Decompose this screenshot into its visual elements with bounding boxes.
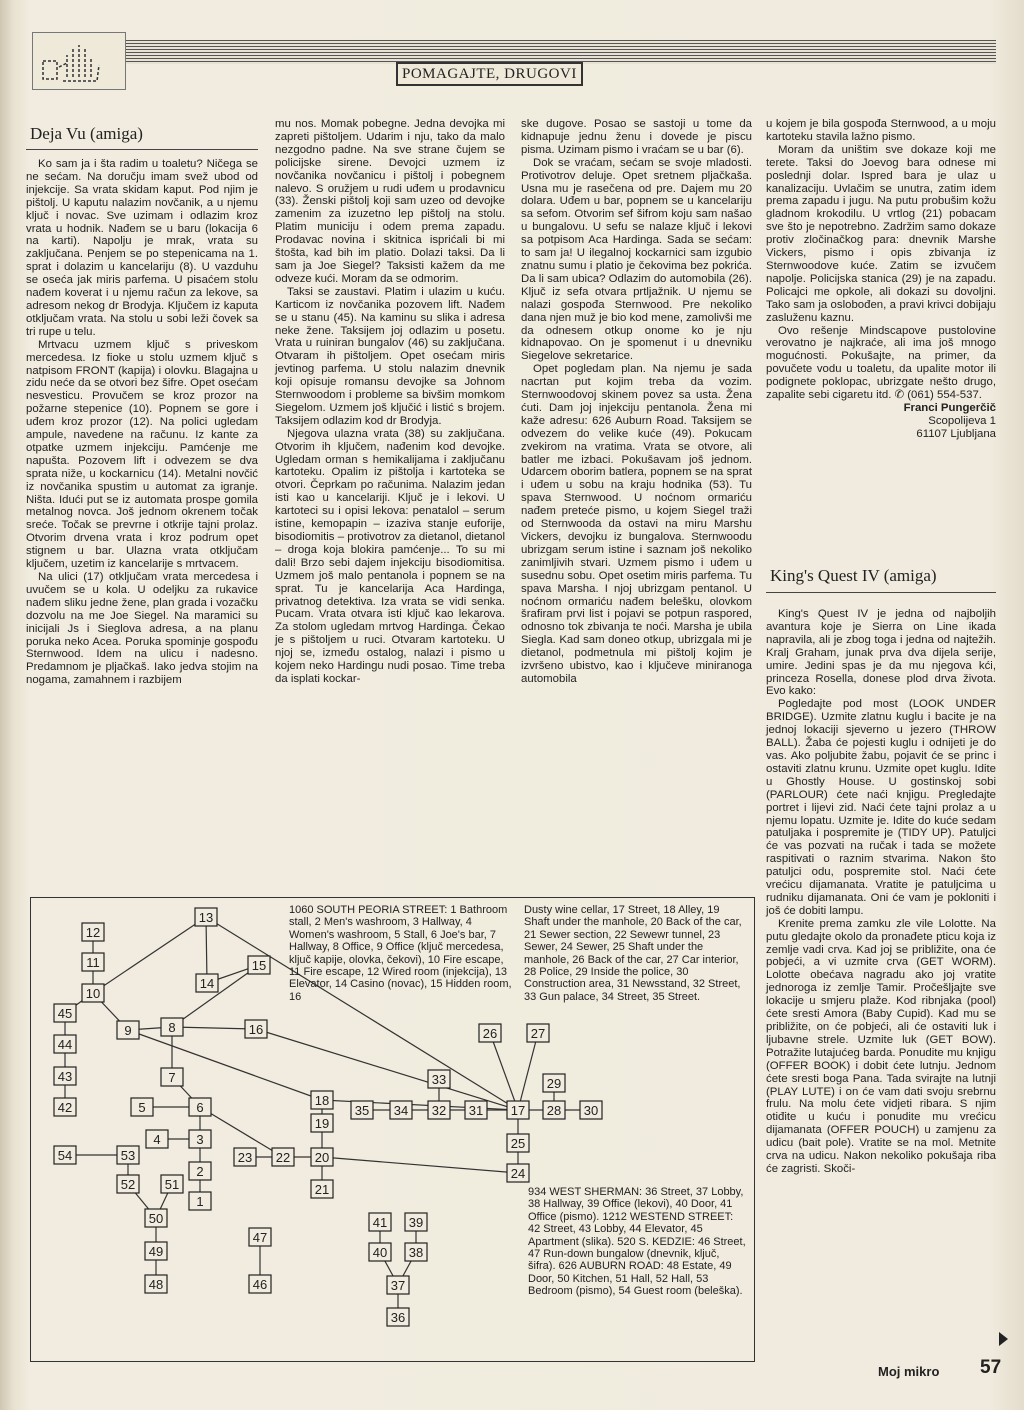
map-node-label: 49 bbox=[148, 1244, 164, 1259]
map-node-label: 19 bbox=[314, 1116, 330, 1131]
map-node-5 bbox=[131, 1098, 153, 1116]
map-node-17 bbox=[507, 1101, 529, 1119]
map-node-label: 5 bbox=[138, 1100, 146, 1115]
map-node-11 bbox=[82, 953, 104, 971]
map-node-21 bbox=[311, 1180, 333, 1198]
map-node-label: 8 bbox=[168, 1020, 176, 1035]
map-connection bbox=[206, 917, 207, 983]
map-connection bbox=[490, 1033, 518, 1110]
map-node-label: 20 bbox=[314, 1150, 330, 1165]
map-connection bbox=[322, 1157, 518, 1173]
map-node-37 bbox=[387, 1276, 409, 1294]
map-node-41 bbox=[369, 1213, 391, 1231]
map-node-49 bbox=[145, 1242, 167, 1260]
map-node-13 bbox=[195, 908, 217, 926]
map-node-24 bbox=[507, 1164, 529, 1182]
map-node-4 bbox=[146, 1130, 168, 1148]
map-node-label: 12 bbox=[85, 925, 101, 940]
map-node-label: 15 bbox=[251, 958, 267, 973]
map-node-label: 9 bbox=[124, 1023, 132, 1038]
map-node-42 bbox=[54, 1098, 76, 1116]
map-node-29 bbox=[543, 1074, 565, 1092]
map-node-label: 11 bbox=[86, 955, 100, 970]
map-node-label: 21 bbox=[314, 1182, 330, 1197]
paragraph: Ko sam ja i šta radim u toaletu? Ničega se ne sećam. Na doručju imam svež ubod od injekcije. Sa vrata skidam kaput. Pod njim je pištolj. U kaputu nalazim novčanik, a u njemu ključ i novac. Sve uzimam i odlazim kroz vrata u hodnik. Nađem se u baru (lokacija 6 na karti). Napolju je mrak, vrata su zaključana. Penjem se po stepenicama na 1. sprat i dolazim u kancelariju (8). U vazduhu se oseća jak miris parfema. U pisaćem stolu nađem koverat i u njemu račun za lekove, sa adresom nekog dr Brodyja. Ključem iz kaputa otključam vrata. Na stolu u sobi leži čovek sa tri rupe u telu. bbox=[26, 158, 258, 338]
map-node-label: 10 bbox=[85, 986, 101, 1001]
map-node-label: 37 bbox=[390, 1278, 406, 1293]
map-node-label: 36 bbox=[390, 1310, 406, 1325]
map-node-31 bbox=[465, 1101, 487, 1119]
map-node-44 bbox=[54, 1035, 76, 1053]
map-node-1 bbox=[189, 1192, 211, 1210]
map-legend: Dusty wine cellar, 17 Street, 18 Alley, 19 Shaft under the manhole, 20 Back of the car, 21 Sewer section, 22 Sewewr tunnel, 23 Sewer, 24 Sewer, 25 Shaft under the manhole, 26 Back of the car, 27 Car interior, 28 Police, 29 Inside the police, 30 Construction area, 31 Newsstand, 32 Street, 33 Gun palace, 34 Street, 35 Street. bbox=[524, 904, 742, 1003]
map-node-label: 46 bbox=[252, 1277, 268, 1292]
title-rule bbox=[766, 592, 996, 593]
paragraph: mu nos. Momak pobegne. Jedna devojka mi zapreti pištoljem. Udarim i nju, tako da malo nezgodno padne. Na sve strane čujem se policijske sirene. Devojci uzmem iz novčanika novčanicu i pištolj i pobegnem nalevo. S oružjem u rudi uđem u prodavnicu (33). Ženski pištolj koji sam uzeo od devojke zamenim za izuzetno lep pištolj na stolu. Platim municiju i odem prema zapadu. Prodavac novina i skitnica isprićali bi mi štošta, kad bih im platio. Dolazi taksi. Da li sam ja Joe Siegel? Taksisti kažem da me odveze kući. Moram da se odmorim. bbox=[275, 118, 505, 285]
map-node-39 bbox=[405, 1213, 427, 1231]
map-legend: 1060 SOUTH PEORIA STREET: 1 Bathroom stall, 2 Men's washroom, 3 Hallway, 4 Women's washroom, 5 Stall, 6 Joe's bar, 7 Hallway, 8 Office, 9 Office (ključ mercedesa, ključ kapije, olovka, čekovi), 10 Fire escape, 11 Fire escape, 12 Wired room (injekcija), 13 Elevator, 14 Casino (novac), 15 Hidden room, 16 bbox=[289, 904, 512, 1003]
page-number: 57 bbox=[980, 1357, 1002, 1378]
map-node-50 bbox=[145, 1209, 167, 1227]
map-node-label: 7 bbox=[168, 1070, 176, 1085]
paragraph: Ovo rešenje Mindscapove pustolovine verovatno je najkraće, ali ima još mnogo mogućnosti. Pokušajte, na primer, da povučete vodu u toaletu, da upalite motor ili podignete poklopac, ubrizgate nešto drugo, zapalite sebi cigaretu itd. ✆ (061) 554-537. bbox=[766, 324, 996, 402]
map-node-label: 41 bbox=[372, 1215, 388, 1230]
map-node-25 bbox=[507, 1134, 529, 1152]
map-node-label: 44 bbox=[57, 1037, 73, 1052]
map-node-label: 54 bbox=[57, 1148, 73, 1163]
map-node-28 bbox=[543, 1101, 565, 1119]
map-node-38 bbox=[405, 1243, 427, 1261]
map-node-label: 13 bbox=[198, 910, 214, 925]
map-node-10 bbox=[82, 984, 104, 1002]
paragraph: Na ulici (17) otključam vrata mercedesa i uvučem se u kola. U odeljku za rukavice nađem sliku jedne žene, plan grada i vozačku dozvolu na me Joe Siegel. Na maramici su inicijali Js i Sieglova adresa, a na planu poruka neko Acea. Poruka spominje gospođu Sternwood. Idem na ulicu i nadesno. Predamnom je pljačkaš. Iako jedva stojim na nogama, zamahnem i razbijem bbox=[26, 571, 258, 687]
map-node-label: 2 bbox=[196, 1164, 204, 1179]
map-node-53 bbox=[117, 1146, 139, 1164]
map-node-30 bbox=[580, 1101, 602, 1119]
map-node-label: 16 bbox=[248, 1022, 264, 1037]
map-connection bbox=[518, 1033, 538, 1110]
map-node-label: 39 bbox=[408, 1215, 424, 1230]
map-node-label: 22 bbox=[275, 1150, 291, 1165]
map-node-14 bbox=[196, 974, 218, 992]
hand-logo-icon bbox=[37, 37, 121, 85]
map-node-label: 23 bbox=[237, 1150, 253, 1165]
paragraph: ske dugove. Posao se sastoji u tome da kidnapuje jednu ženu i dovede je piscu pisma. Uzimam pismo i vraćam se u bar (6). bbox=[521, 118, 752, 156]
map-node-label: 27 bbox=[530, 1026, 546, 1041]
map-node-32 bbox=[428, 1101, 450, 1119]
magazine-name: Moj mikro bbox=[878, 1364, 940, 1379]
map-node-16 bbox=[245, 1020, 267, 1038]
map-node-22 bbox=[272, 1148, 294, 1166]
continue-arrow-icon bbox=[999, 1332, 1008, 1346]
map-node-2 bbox=[189, 1162, 211, 1180]
map-node-label: 35 bbox=[354, 1103, 370, 1118]
map-node-label: 14 bbox=[199, 976, 215, 991]
author-name: Franci Pungerčič bbox=[903, 401, 996, 414]
paragraph: u kojem je bila gospođa Sternwood, a u moju kartoteku stavila lažno pismo. bbox=[766, 118, 996, 143]
map-node-label: 38 bbox=[408, 1245, 424, 1260]
map-node-label: 28 bbox=[546, 1103, 562, 1118]
map-node-label: 4 bbox=[153, 1132, 161, 1147]
map-node-label: 43 bbox=[57, 1069, 73, 1084]
map-node-label: 25 bbox=[510, 1136, 526, 1151]
paragraph: King's Quest IV je jedna od najboljih avantura koje je Sierra on Line ikada napravila, ali je zbog toga i jedna od najtežih. Kralj Graham, junak prva dva dijela serije, umire. Jedini spas je da mu njegova kći, princeza Rosella, donese plod drva života. Evo kako: bbox=[766, 608, 996, 698]
map-node-label: 42 bbox=[57, 1100, 73, 1115]
map-node-19 bbox=[311, 1114, 333, 1132]
map-node-6 bbox=[189, 1098, 211, 1116]
paragraph: Krenite prema zamku zle vile Lolotte. Na putu gledajte okolo da pronađete pticu koja iz zemlje vadi crva. Kad joj se približite, ona će pobjeći, a vi uzmite crva (GET WORM). Lolotte obećava nagradu ako joj vratite jednoroga iz zemlje Tamir. Pročešljajte sve lokacije u smjeru plaže. Kod ribnjaka (pool) ćete sresti Amora (Baby Cupid). Kad mu se približite, on će pobjeći, ali će ostaviti luk i ljubavne strele. Uzmite luk (GET BOW). Potražite lutajućeg barda. Ponudite mu knjigu (OFFER BOOK) i dobit ćete lutnju. Jednom ćete sresti boga Pana. Tada svirajte na lutnji (PLAY LUTE) i on će vam dati svoju srebrnu frulu. Na molu ćete vidjeti ribara. S njim otiđite u kuću i ponudite mu vrećicu dijamanata (OFFER POUCH) u zamjenu za udicu (bait pole). Vratite se na mol. Metnite crva na udicu. Nakon nekoliko pokušaja riba će zagristi. Skoči- bbox=[766, 917, 996, 1175]
map-node-label: 47 bbox=[252, 1230, 268, 1245]
map-node-12 bbox=[82, 923, 104, 941]
title-rule bbox=[26, 149, 258, 150]
map-node-label: 26 bbox=[482, 1026, 498, 1041]
column-4 bbox=[766, 118, 996, 441]
column-2 bbox=[275, 118, 505, 686]
author-address: Scopolijeva 1 bbox=[928, 414, 996, 427]
map-connection bbox=[172, 1027, 256, 1029]
map-node-label: 3 bbox=[196, 1132, 204, 1147]
column-3 bbox=[521, 118, 752, 686]
map-node-9 bbox=[117, 1021, 139, 1039]
paragraph: Opet pogledam plan. Na njemu je sada nacrtan put kojim treba da vozim. Sternwoodovoj skinem povez sa usta. Žena ćuti. Dam joj injekciju pentanola. Žena mi kaže adresu: 626 Auburn Road. Taksijem se odvezem do velike kuće (49). Pokucam zvekirom na vratima. Vrata se otvore, ali batler me izbaci. Pokušavam još jednom. Udarcem oborim batlera, popnem se na sprat i uđem u sobu na kraju hodnika (53). Tu spava Sternwood. U noćnom ormariću nađem preteće pismo, u kojem Siegel traži od Sternwooda da ostavi na miru Marshu Vickers, devojku iz bungalova. Sternwoodu ubrizgam serum istine i saznam još nekoliko zanimljivih stvari. Uzmem pismo i uđem u susednu sobu. Opet osetim miris parfema. Tu spava Marsha. I njoj ubrizgam pentanol. U noćnom ormariću nađem belešku, olovkom šrafiram prvi list i pojavi se potpun raspored, odnosno tok zbivanja te noći. Marsha je ubila Siegla. Kad sam doneo otkup, ubrizgala mi je dietanol, podmetnula mi pištolj kojim je izvršeno ubistvo, kao i ključeve miniranoga automobila bbox=[521, 363, 752, 685]
map-node-47 bbox=[249, 1228, 271, 1246]
column-1 bbox=[26, 158, 258, 687]
map-node-label: 29 bbox=[546, 1076, 562, 1091]
map-node-label: 34 bbox=[393, 1103, 409, 1118]
article-title-deja-vu: Deja Vu (amiga) bbox=[30, 124, 143, 143]
map-legend: 934 WEST SHERMAN: 36 Street, 37 Lobby, 38 Hallway, 39 Office (lekovi), 40 Door, 41 Office (pismo). 1212 WESTEND STREET: 42 Street, 43 Lobby, 44 Elevator, 45 Apartment (slika). 520 S. KEDZIE: 46 Street, 47 Run-down bungalow (dnevnik, ključ, šifra). 626 AUBURN ROAD: 48 Estate, 49 Door, 50 Kitchen, 51 Hall, 52 Hall, 53 Bedroom (pismo), 54 Guest room (beleška). bbox=[528, 1186, 746, 1298]
map-node-label: 52 bbox=[120, 1177, 136, 1192]
map-connection bbox=[93, 917, 206, 993]
paragraph: Njegova ulazna vrata (38) su zaključana. Otvorim ih ključem, nađenim kod devojke. Ugledam orman s hemikalijama i zaključanu kartoteku. Opalim iz pištolja i kartoteka se otvori. Čeprkam po računima. Nalazim jedan isti kao u kancelariji. Ključ je i lekovi. U kartoteci su i opisi lekova: penatalol – serum istine, kemopapin – izaziva stanje euforije, bisodiomitis – protivotrov za dietanol, dietanol – droga koja blokira pamćenje... To su mi dali! Brzo sebi dajem injekciju bisodiomitisa. Uzmem još malo pentanola i popnem se na sprat. Tu je kancelarija Aca Hardinga, privatnog detektiva. Iza vrata se vidi senka. Pucam. Vrata otvara isti ključ kao lekarova. Za stolom ugledam mrtvog Hardinga. Čekao je s pištoljem u ruci. Otvaram kartoteku. U njoj se, između ostalog, nalazi i pismo u kojem neko Hardingu nudi posao. Time treba da isplati kockar- bbox=[275, 427, 505, 685]
map-node-label: 32 bbox=[431, 1103, 447, 1118]
map-node-35 bbox=[351, 1101, 373, 1119]
map-node-label: 6 bbox=[196, 1100, 204, 1115]
map-node-36 bbox=[387, 1308, 409, 1326]
paragraph: Taksi se zaustavi. Platim i ulazim u kuću. Karticom iz novčanika pozovem lift. Nađem se u stanu (45). Na kaminu su slika i adresa neke žene. Taksijem joj odlazim u posetu. Vrata u ruiniran bungalov (46) su zaključana. Otvaram ih pištoljem. Opet osećam miris jevtinog parfema. U stolu nalazim dnevnik koji opisuje romansu devojke sa Johnom Sternwoodom i probleme sa bivšim momkom Siegelom. Uzmem još ključić i listić s brojem. Taksijem odlazim kod dr Brodyja. bbox=[275, 285, 505, 427]
author-city: 61107 Ljubljana bbox=[916, 427, 996, 440]
map-node-label: 17 bbox=[510, 1103, 526, 1118]
map-node-20 bbox=[311, 1148, 333, 1166]
map-node-33 bbox=[428, 1070, 450, 1088]
map-node-52 bbox=[117, 1175, 139, 1193]
map-node-45 bbox=[54, 1004, 76, 1022]
paragraph: Mrtvacu uzmem ključ s priveskom mercedesa. Iz fioke u stolu uzmem ključ s natpisom FRONT (kapija) i olovku. Blagajna u zidu neće da se otvori bez šifre. Opet osećam nesvesticu. Provučem se kroz prozor na požarne stepenice (10). Popnem se gore i uđem kroz prozor (12). Na polici ugledam ampule, navedene na računu. Iz kante za otpatke uzmem injekciju. Pamćenje me napušta. Pozovem lift i odvezem se dva sprata niže, u kockarnicu (14). Metalni novčić iz novčanika spustim u automat za igranje. Ništa. Idući put se iz automata prospe gomila metalnog novca. Još jednom okrenem točak sreće. Točak se prevrne i otkrije tajni prolaz. Otvorim drvena vrata i kroz podrum opet stignem u bar. Ulazna vrata otključam ključem, uzetim iz kancelarije s mrtvacem. bbox=[26, 338, 258, 571]
section-title: POMAGAJTE, DRUGOVI bbox=[396, 62, 583, 86]
map-node-8 bbox=[161, 1018, 183, 1036]
map-node-label: 30 bbox=[583, 1103, 599, 1118]
map-node-label: 40 bbox=[372, 1245, 388, 1260]
map-node-46 bbox=[249, 1275, 271, 1293]
column-5 bbox=[766, 608, 996, 1176]
map-node-48 bbox=[145, 1275, 167, 1293]
map-node-3 bbox=[189, 1130, 211, 1148]
map-node-54 bbox=[54, 1146, 76, 1164]
paragraph: Dok se vraćam, sećam se svoje mladosti. Protivotrov deluje. Opet sretnem pljačkaša. Usna mu je rasečena od pre. Dajem mu 20 dolara. Uđem u bar, popnem se u kancelariju sa sefom. Otvorim sef šifrom koju sam našao u bungalovu. U sefu se nalaze ključ i lekovi sa potpisom Aca Hardinga. Sada se sećam: to sam ja! U ilegalnoj kockarnici sam izgubio znatnu sumu i platio je čekovima bez pokrića. Da li sam ubica? Odlazim do automobila (26). Ključ iz sefa otvara prtljažnik. U njemu se nalazi gospođa Sternwood. Pre nekoliko dana njen muž je bio kod mene, zamolivši me da odnesem otkup onome ko je nju kidnapovao. On je spomenut i u dnevniku Siegelove sekretarice. bbox=[521, 156, 752, 363]
map-node-51 bbox=[161, 1175, 183, 1193]
map-node-label: 24 bbox=[510, 1166, 526, 1181]
map-node-label: 31 bbox=[468, 1103, 484, 1118]
map-node-label: 45 bbox=[57, 1006, 73, 1021]
paragraph: Pogledajte pod most (LOOK UNDER BRIDGE). Uzmite zlatnu kuglu i bacite je na jednoj lokaciji sjeverno u jezero (THROW BALL). Žaba će pojesti kuglu i odnijeti je do vas. Ako poljubite žabu, pojavit će se princ i ostaviti zlatnu krunu. Uzmite opet kuglu. Idite u Ghostly House. U gostinskoj sobi (PARLOUR) ćete naći knjigu. Pregledajte portret i lijevi zid. Naći ćete tajni prolaz a u njemu lopatu. Uzmite je. Idite do kuće sedam patuljaka i pospremite je (TIDY UP). Patuljci će vas pozvati na ručak i tada se možete raspitivati o raznim stvarima. Nakon što patuljci odu, pospremite stol. Naći ćete vrećicu dijamanata. Vratite je patuljcima u rudniku dijamanata. Oni će vam je pokloniti i još će dobiti lampu. bbox=[766, 698, 996, 917]
map-node-label: 50 bbox=[148, 1211, 164, 1226]
map-node-7 bbox=[161, 1068, 183, 1086]
map-node-43 bbox=[54, 1067, 76, 1085]
header-band bbox=[34, 40, 996, 64]
map-node-label: 1 bbox=[196, 1194, 204, 1209]
map-node-26 bbox=[479, 1024, 501, 1042]
section-logo bbox=[32, 32, 126, 90]
map-node-27 bbox=[527, 1024, 549, 1042]
map-node-label: 48 bbox=[148, 1277, 164, 1292]
article-title-kings-quest: King's Quest IV (amiga) bbox=[770, 566, 937, 585]
map-node-label: 53 bbox=[120, 1148, 136, 1163]
map-node-23 bbox=[234, 1148, 256, 1166]
map-node-label: 51 bbox=[164, 1177, 180, 1192]
map-node-40 bbox=[369, 1243, 391, 1261]
paragraph: Moram da uništim sve dokaze koji me terete. Taksi do Joevog bara odnese mi poslednji dolar. Ispred bara je ulaz u kanalizaciju. Uvlačim se unutra, zatim idem prema zapadu i jugu. Na putu probušim kožu gladnom krokodilu. U vrtlog (21) pobacam sve što je nepotrebno. Zadržim samo dokaze protiv zločinačkog para: dnevnik Marshe Vickers, pismo i opis zbivanja iz Sternwoodove kuće. Zatim se izvučem napolje. Policijska stanica (29) je na zapadu. Policajci me opkole, ali dokazi su dovoljni. Tako sam ja oslobođen, a pravi krivci dobijaju zasluženu kaznu. bbox=[766, 143, 996, 324]
map-node-15 bbox=[248, 956, 270, 974]
map-node-label: 18 bbox=[314, 1093, 330, 1108]
map-node-34 bbox=[390, 1101, 412, 1119]
map-node-label: 33 bbox=[431, 1072, 447, 1087]
map-node-18 bbox=[311, 1091, 333, 1109]
